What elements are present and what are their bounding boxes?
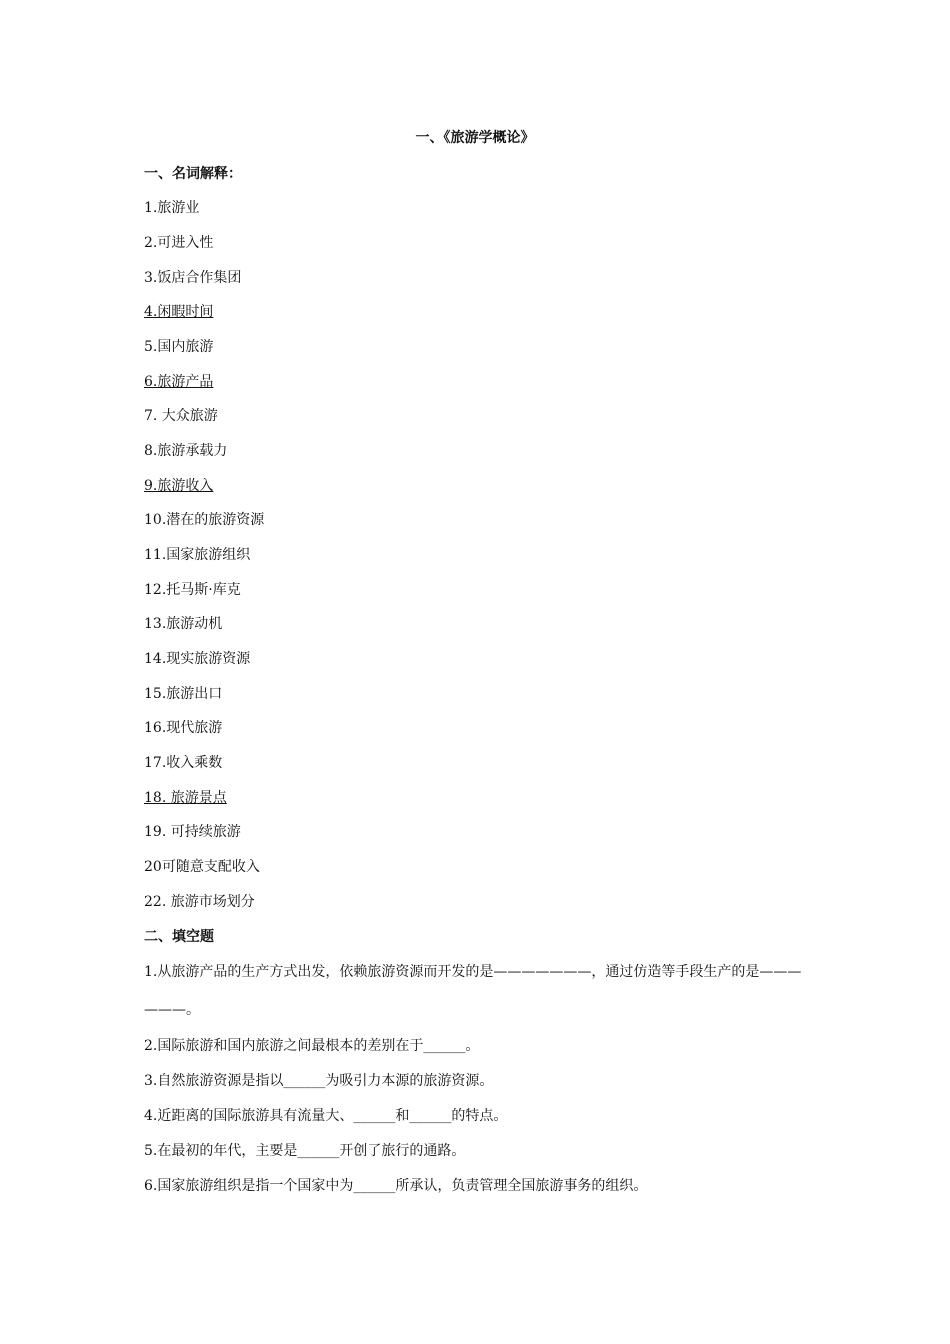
definition-item: 14.现实旅游资源 bbox=[144, 651, 251, 667]
definition-item: 8.旅游承载力 bbox=[144, 443, 228, 459]
definition-item: 20可随意支配收入 bbox=[144, 859, 260, 875]
fill-in-question: 6.国家旅游组织是指一个国家中为______所承认，负责管理全国旅游事务的组织。 bbox=[144, 1178, 648, 1194]
definition-item: 17.收入乘数 bbox=[144, 755, 223, 771]
fill-in-question: 4.近距离的国际旅游具有流量大、______和______的特点。 bbox=[144, 1108, 508, 1124]
fill-in-question-continued: ———。 bbox=[144, 1002, 200, 1018]
definition-item: 6.旅游产品 bbox=[144, 374, 214, 390]
definition-item: 11.国家旅游组织 bbox=[144, 547, 251, 563]
definition-item: 13.旅游动机 bbox=[144, 616, 223, 632]
definition-item: 15.旅游出口 bbox=[144, 686, 223, 702]
definition-item: 3.饭店合作集团 bbox=[144, 270, 242, 286]
definition-item: 18. 旅游景点 bbox=[144, 790, 227, 806]
page-title: 一、《旅游学概论》 bbox=[415, 130, 535, 146]
definition-item: 16.现代旅游 bbox=[144, 720, 223, 736]
definition-item: 10.潜在的旅游资源 bbox=[144, 512, 265, 528]
fill-in-question: 2.国际旅游和国内旅游之间最根本的差别在于______。 bbox=[144, 1038, 480, 1054]
fill-in-question: 1.从旅游产品的生产方式出发，依赖旅游资源而开发的是———————，通过仿造等手段生产的是——— bbox=[144, 964, 802, 980]
definition-item: 9.旅游收入 bbox=[144, 478, 214, 494]
definition-item: 1.旅游业 bbox=[144, 200, 200, 216]
definition-item: 2.可进入性 bbox=[144, 235, 214, 251]
fill-in-question: 5.在最初的年代，主要是______开创了旅行的通路。 bbox=[144, 1143, 466, 1159]
definition-item: 12.托马斯·库克 bbox=[144, 582, 241, 598]
section-heading-fill-in: 二、填空题 bbox=[144, 929, 214, 945]
fill-in-question: 3.自然旅游资源是指以______为吸引力本源的旅游资源。 bbox=[144, 1073, 494, 1089]
section-heading-definitions: 一、名词解释： bbox=[144, 166, 242, 182]
definition-item: 4.闲暇时间 bbox=[144, 304, 214, 320]
definition-item: 5.国内旅游 bbox=[144, 339, 214, 355]
definition-item: 7. 大众旅游 bbox=[144, 408, 218, 424]
definition-item: 22. 旅游市场划分 bbox=[144, 894, 255, 910]
definition-item: 19. 可持续旅游 bbox=[144, 824, 241, 840]
